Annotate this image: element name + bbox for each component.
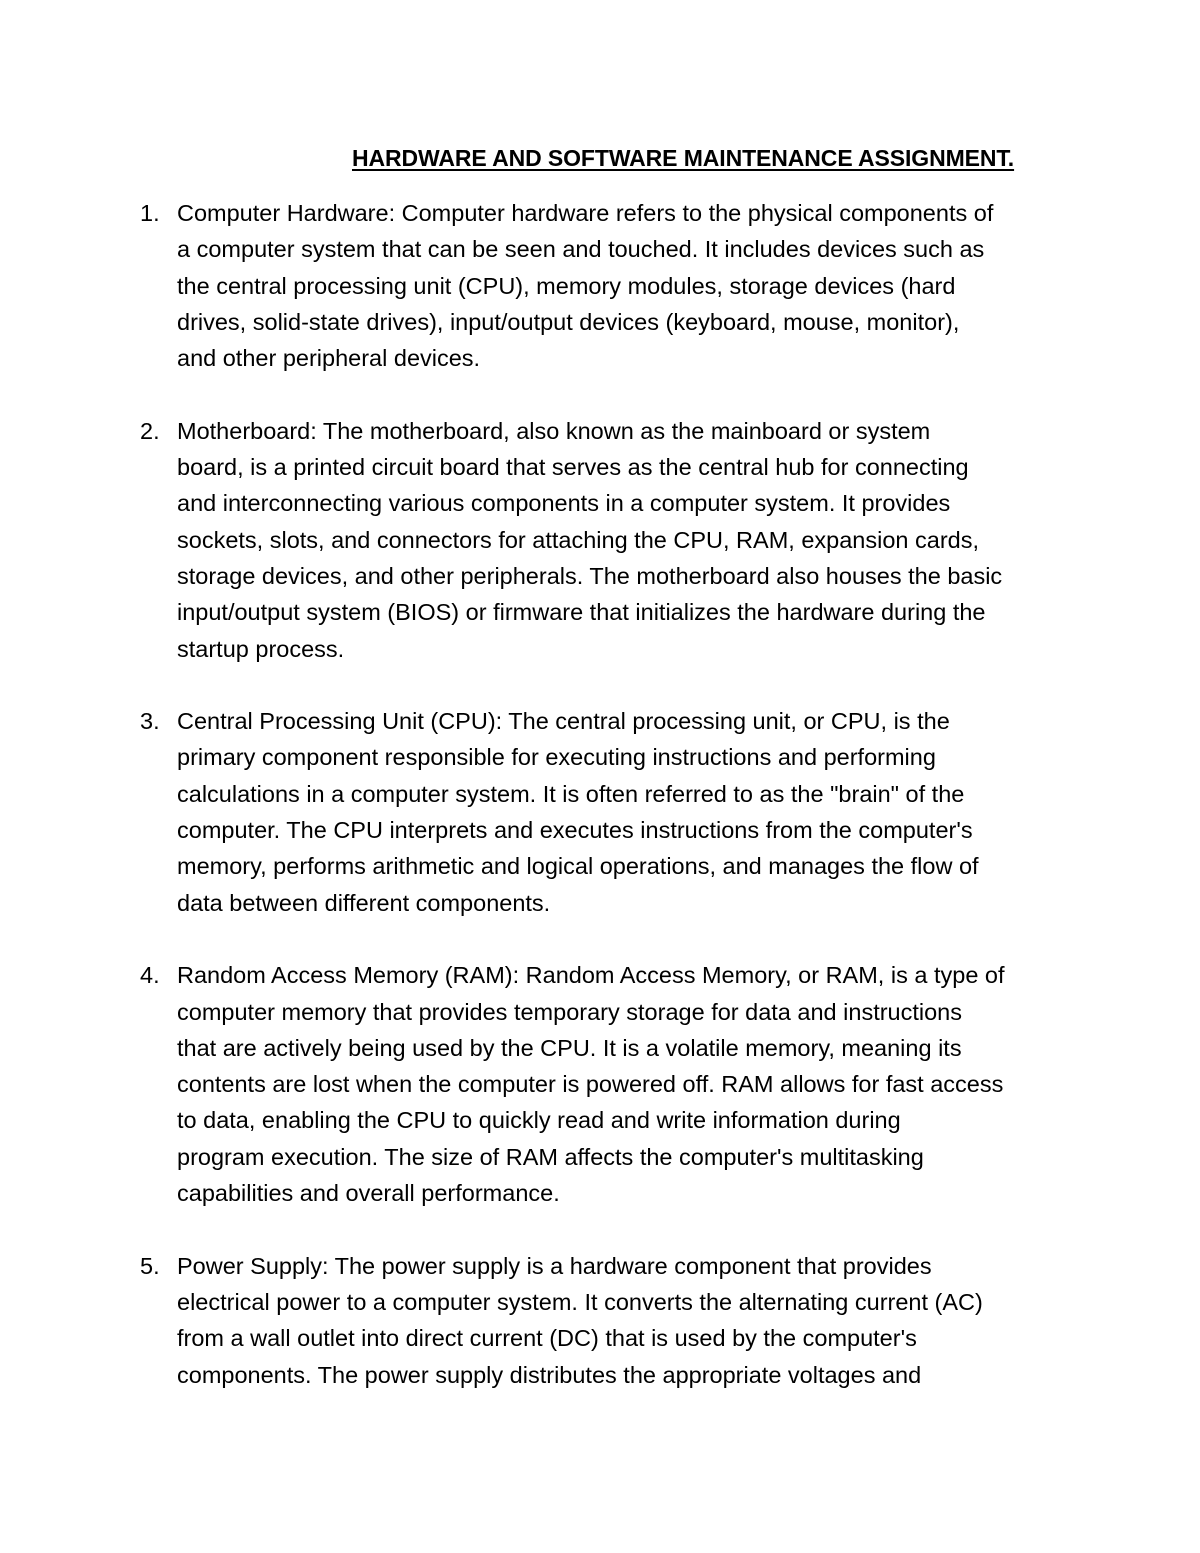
- paragraph-line: data between different components.: [177, 889, 551, 916]
- paragraph-line: program execution. The size of RAM affects the computer's multitasking: [177, 1143, 924, 1170]
- list-item-number: 5.: [140, 1252, 160, 1279]
- paragraph-line: that are actively being used by the CPU. It is a volatile memory, meaning its: [177, 1034, 962, 1061]
- paragraph-line: computer. The CPU interprets and executes instructions from the computer's: [177, 817, 973, 844]
- list-item-number: 3.: [140, 708, 160, 735]
- paragraph-line: electrical power to a computer system. It converts the alternating current (AC): [177, 1288, 983, 1315]
- paragraph-line: Power Supply: The power supply is a hardware component that provides: [177, 1252, 932, 1279]
- paragraph-line: Random Access Memory (RAM): Random Access Memory, or RAM, is a type of: [177, 962, 1005, 989]
- paragraph-line: primary component responsible for executing instructions and performing: [177, 744, 936, 771]
- list-item-number: 1.: [140, 200, 160, 226]
- paragraph-line: and interconnecting various components in a computer system. It provides: [177, 490, 951, 517]
- paragraph-line: contents are lost when the computer is powered off. RAM allows for fast access: [177, 1071, 1004, 1098]
- paragraph-line: Motherboard: The motherboard, also known as the mainboard or system: [177, 417, 931, 444]
- list-item-number: 4.: [140, 962, 160, 989]
- list-item: [140, 703, 1070, 921]
- paragraph-line: and other peripheral devices.: [177, 345, 481, 372]
- list-item: [140, 195, 1070, 376]
- paragraph-line: capabilities and overall performance.: [177, 1180, 560, 1207]
- paragraph-line: storage devices, and other peripherals. The motherboard also houses the basic: [177, 562, 1003, 589]
- numbered-list: [140, 195, 1070, 1429]
- paragraph-line: a computer system that can be seen and touched. It includes devices such as: [177, 236, 985, 263]
- paragraph-line: startup process.: [177, 635, 345, 662]
- paragraph-line: drives, solid-state drives), input/output devices (keyboard, mouse, monitor),: [177, 308, 960, 335]
- list-item: [140, 957, 1070, 1211]
- paragraph-line: input/output system (BIOS) or firmware that initializes the hardware during the: [177, 599, 986, 626]
- paragraph-line: the central processing unit (CPU), memory modules, storage devices (hard: [177, 272, 956, 299]
- paragraph-line: Computer Hardware: Computer hardware refers to the physical components of: [177, 200, 994, 226]
- list-item-number: 2.: [140, 417, 160, 444]
- paragraph-line: computer memory that provides temporary storage for data and instructions: [177, 998, 963, 1025]
- list-item: [140, 1248, 1070, 1393]
- paragraph-line: calculations in a computer system. It is often referred to as the "brain" of the: [177, 780, 965, 807]
- paragraph-line: from a wall outlet into direct current (DC) that is used by the computer's: [177, 1325, 917, 1352]
- document-title: HARDWARE AND SOFTWARE MAINTENANCE ASSIGNMENT.: [352, 145, 1015, 171]
- paragraph-line: memory, performs arithmetic and logical operations, and manages the flow of: [177, 853, 979, 880]
- paragraph-line: sockets, slots, and connectors for attaching the CPU, RAM, expansion cards,: [177, 526, 979, 553]
- paragraph-line: components. The power supply distributes the appropriate voltages and: [177, 1361, 922, 1388]
- list-item: [140, 413, 1070, 667]
- paragraph-line: Central Processing Unit (CPU): The central processing unit, or CPU, is the: [177, 708, 950, 735]
- paragraph-line: board, is a printed circuit board that serves as the central hub for connecting: [177, 454, 969, 481]
- paragraph-line: to data, enabling the CPU to quickly read and write information during: [177, 1107, 901, 1134]
